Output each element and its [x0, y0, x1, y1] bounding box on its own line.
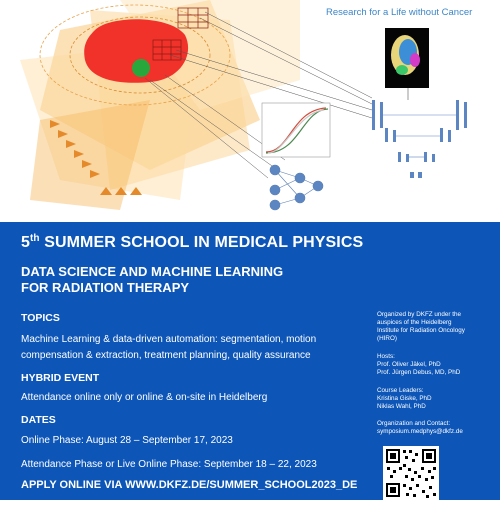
- radiation-therapy-illustration: [0, 0, 500, 222]
- hosts-info: [377, 353, 460, 377]
- organizer-info: [377, 311, 465, 343]
- dates-online: Online Phase: August 28 – September 17, 2023: [21, 435, 233, 446]
- hybrid-heading: HYBRID EVENT: [21, 372, 100, 384]
- organizer-line: auspices of the Heidelberg: [377, 319, 452, 326]
- ct-scan-thumbnail: [385, 28, 429, 88]
- title-ordinal: 5: [21, 234, 30, 251]
- info-panel: [0, 222, 500, 500]
- qr-code-pattern: [383, 446, 439, 500]
- topics-line-2: compensation & extraction, treatment planning, quality assurance: [21, 350, 311, 361]
- organizer-line: Institute for Radiation Oncology: [377, 327, 465, 334]
- apply-online-link[interactable]: APPLY ONLINE VIA WWW.DKFZ.DE/SUMMER_SCHOOL2023_DE: [21, 479, 358, 491]
- contact-info: [377, 420, 463, 436]
- organizer-line: (HIRO): [377, 335, 397, 342]
- beam-arrows-bottom: [100, 187, 142, 195]
- neural-network-small: [270, 165, 323, 210]
- course-leaders-info: [377, 387, 432, 411]
- dates-attendance: Attendance Phase or Live Online Phase: September 18 – 22, 2023: [21, 459, 317, 470]
- tagline: Research for a Life without Cancer: [326, 7, 473, 18]
- unet-diagram: [372, 100, 467, 178]
- organ-at-risk: [132, 59, 150, 77]
- course-leader-name: Kristina Giske, PhD: [377, 395, 432, 402]
- topics-heading: TOPICS: [21, 312, 60, 324]
- qr-code[interactable]: [383, 446, 439, 500]
- host-name: Prof. Jürgen Debus, MD, PhD: [377, 369, 461, 376]
- dose-response-plot: [262, 103, 330, 157]
- subtitle-line-1: DATA SCIENCE AND MACHINE LEARNING: [21, 264, 284, 279]
- host-name: Prof. Oliver Jäkel, PhD: [377, 361, 441, 368]
- header-illustration: [0, 0, 500, 222]
- subtitle-line-2: FOR RADIATION THERAPY: [21, 280, 190, 295]
- course-leader-name: Niklas Wahl, PhD: [377, 403, 426, 410]
- topics-line-1: Machine Learning & data-driven automation: segmentation, motion: [21, 334, 317, 345]
- course-leaders-label: Course Leaders:: [377, 387, 424, 394]
- title-text: SUMMER SCHOOL IN MEDICAL PHYSICS: [44, 234, 364, 251]
- contact-label: Organization and Contact:: [377, 420, 451, 427]
- page-title: [21, 233, 363, 252]
- title-ordinal-suffix: th: [30, 233, 40, 244]
- contact-email[interactable]: symposium.medphys@dkfz.de: [377, 428, 463, 435]
- hybrid-text: Attendance online only or online & on-site in Heidelberg: [21, 392, 268, 403]
- dates-heading: DATES: [21, 414, 56, 426]
- hosts-label: Hosts:: [377, 353, 395, 360]
- organizer-line: Organized by DKFZ under the: [377, 311, 461, 318]
